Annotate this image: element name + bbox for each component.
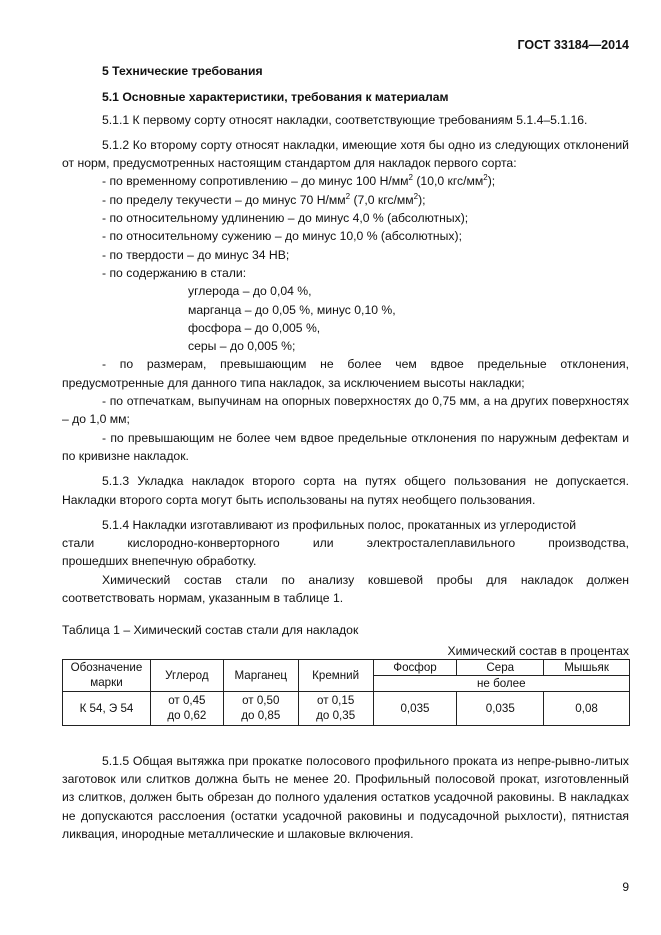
subsection-title: 5.1 Основные характеристики, требования к материалам bbox=[102, 90, 449, 105]
cell-silicon: от 0,15 до 0,35 bbox=[298, 691, 373, 725]
header-arsenic: Мышьяк bbox=[544, 659, 630, 675]
list-item-yield: - по пределу текучести – до минус 70 $Н/мм^2$ (7,0 кгс/$мм^2$); bbox=[102, 191, 426, 207]
document-code: ГОСТ 33184—2014 bbox=[517, 38, 629, 52]
chemical-composition-table bbox=[62, 659, 630, 726]
document-body bbox=[62, 59, 629, 843]
list-item-defects: - по превышающим не более чем вдвое предельные отклонения по наружным дефектам и по кривизне накладок. bbox=[62, 430, 629, 463]
cell-manganese: от 0,50 до 0,85 bbox=[223, 691, 298, 725]
list-item-prints: - по отпечаткам, выпучинам на опорных поверхностях до 0,75 мм, а на других поверхностях – до 1,0 мм; bbox=[62, 394, 629, 427]
paragraph-5-1-4 bbox=[62, 516, 629, 571]
cell-phosphorus: 0,035 bbox=[373, 691, 457, 725]
header-sulfur: Сера bbox=[457, 659, 544, 675]
table-header-row bbox=[63, 659, 630, 675]
paragraph-5-1-4-line-1: 5.1.4 Накладки изготавливают из профильных полос, прокатанных из углеродистой bbox=[102, 517, 577, 532]
cell-sulfur: 0,035 bbox=[457, 691, 544, 725]
sublist-item-manganese: марганца – до 0,05 %, минус 0,10 %, bbox=[188, 302, 396, 317]
list-item-dimensions: - по размерам, превышающим не более чем вдвое предельные отклонения, предусмотренные для данного типа накладок, за исключением высоты накладки; bbox=[62, 357, 629, 390]
header-silicon: Кремний bbox=[298, 659, 373, 691]
paragraph-5-1-4-line-3: прошедших внепечную обработку. bbox=[62, 554, 257, 569]
table-group-header: Химический состав в процентах bbox=[447, 643, 629, 658]
cell-arsenic: 0,08 bbox=[544, 691, 630, 725]
paragraph-5-1-4-line-2: стали кислородно-конверторного или электросталеплавильного производства, bbox=[62, 536, 629, 551]
section-title: 5 Технические требования bbox=[102, 64, 263, 78]
list-item-tensile: - по временному сопротивлению – до минус 100 $Н/мм^2$ (10,0 кгс/$мм^2$); bbox=[102, 173, 496, 189]
paragraph-chemical-composition: Химический состав стали по анализу ковшевой пробы для накладок должен соответствовать нормам, указанным в таблице 1. bbox=[62, 572, 629, 606]
sublist-item-carbon: углерода – до 0,04 %, bbox=[188, 284, 312, 299]
list-item-elongation: - по относительному удлинению – до минус 4,0 % (абсолютных); bbox=[102, 211, 469, 226]
list-item-steel-content: - по содержанию в стали: bbox=[102, 265, 247, 280]
sublist-item-sulfur: серы – до 0,005 %; bbox=[188, 339, 296, 354]
sublist-item-phosphorus: фосфора – до 0,005 %, bbox=[188, 320, 321, 335]
paragraph-5-1-1: 5.1.1 К первому сорту относят накладки, соответствующие требованиям 5.1.4–5.1.16. bbox=[102, 112, 588, 127]
cell-designation: К 54, Э 54 bbox=[63, 691, 151, 725]
header-manganese: Марганец bbox=[223, 659, 298, 691]
page-number: 9 bbox=[622, 880, 629, 894]
table-row bbox=[63, 691, 630, 725]
header-not-more: не более bbox=[373, 675, 629, 691]
header-carbon: Углерод bbox=[150, 659, 223, 691]
cell-carbon: от 0,45 до 0,62 bbox=[150, 691, 223, 725]
list-item-hardness: - по твердости – до минус 34 НВ; bbox=[102, 247, 290, 262]
paragraph-5-1-5: 5.1.5 Общая вытяжка при прокатке полосового профильного проката из непре-рывно-литых заготовок или слитков должна быть не менее 20. Профильный полосовой прокат, изготовленный из слитков, должен быть обрезан до полного удаления остатков усадочной раковины. В накладках не допускаются расслоения (остатки усадочной раковины и подусадочной рыхлости), пятнистая ликвация, инородные металлические и шлаковые включения. bbox=[62, 753, 629, 841]
list-item-narrowing: - по относительному сужению – до минус 10,0 % (абсолютных); bbox=[102, 229, 462, 244]
header-designation: Обозначение марки bbox=[63, 659, 151, 691]
paragraph-5-1-3: 5.1.3 Укладка накладок второго сорта на путях общего пользования не допускается. Накладки второго сорта могут быть использованы на путях необщего пользования. bbox=[62, 474, 629, 507]
paragraph-5-1-2: 5.1.2 Ко второму сорту относят накладки, имеющие хотя бы одно из следующих отклонений от норм, предусмотренных настоящим стандартом для накладок первого сорта: bbox=[62, 137, 629, 171]
table-caption: Таблица 1 – Химический состав стали для накладок bbox=[62, 623, 359, 638]
header-phosphorus: Фосфор bbox=[373, 659, 457, 675]
